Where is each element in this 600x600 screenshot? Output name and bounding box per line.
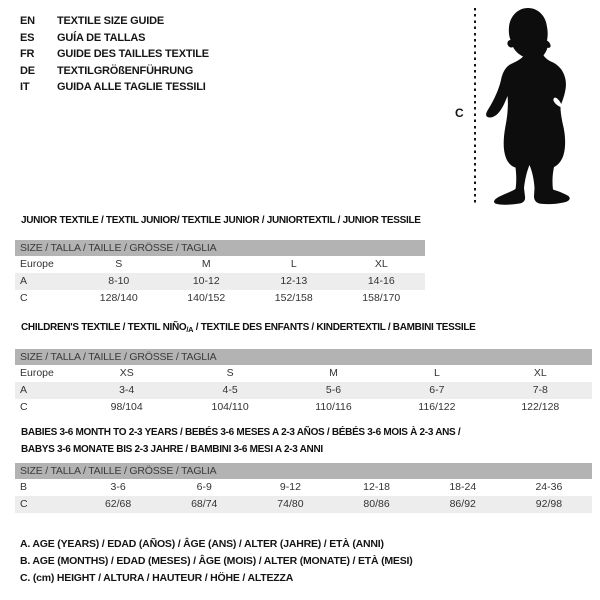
value-cell: 74/80 <box>277 498 304 510</box>
value-cell: 110/116 <box>315 401 352 413</box>
row-label: A <box>20 275 28 287</box>
language-code: IT <box>20 81 30 93</box>
junior-size-table <box>15 240 425 307</box>
row-label: A <box>20 384 28 396</box>
value-cell: 6-9 <box>196 481 212 493</box>
value-cell: 6-7 <box>429 384 445 396</box>
value-cell: 7-8 <box>532 384 548 396</box>
value-cell: 10-12 <box>192 275 220 287</box>
language-row-it <box>20 79 209 96</box>
row-label: Europe <box>20 367 54 379</box>
value-cell: 9-12 <box>279 481 301 493</box>
language-row-de <box>20 63 209 80</box>
size-cell: S <box>115 258 123 270</box>
size-cell: XL <box>374 258 388 270</box>
table-row-age-months <box>15 479 592 496</box>
guide-title: GUÍA DE TALLAS <box>57 31 146 44</box>
language-row-en <box>20 13 209 30</box>
guide-title: GUIDA ALLE TAGLIE TESSILI <box>57 81 206 93</box>
value-cell: 80/86 <box>363 498 390 510</box>
guide-title: TEXTILE SIZE GUIDE <box>57 15 165 27</box>
value-cell: 158/170 <box>362 292 401 304</box>
footnote-height-cm: C. (cm) HEIGHT / ALTURA / HAUTEUR / HÖHE / ALTEZZA <box>20 572 294 585</box>
guide-title: TEXTILGRÖßENFÜHRUNG <box>57 64 194 77</box>
language-code: ES <box>20 31 35 44</box>
value-cell: 98/104 <box>110 401 143 413</box>
size-cell: S <box>226 367 234 379</box>
title-subscript: /A <box>186 325 194 334</box>
value-cell: 62/68 <box>104 498 132 510</box>
footnote-age-months: B. AGE (MONTHS) / EDAD (MESES) / ÂGE (MOIS) / ALTER (MONATE) / ETÀ (MESI) <box>20 555 413 568</box>
size-cell: L <box>290 258 297 270</box>
table-row-age <box>15 382 592 399</box>
value-cell: 4-5 <box>222 384 238 396</box>
footnote-age-years: A. AGE (YEARS) / EDAD (AÑOS) / ÂGE (ANS) / ALTER (JAHRE) / ETÀ (ANNI) <box>20 538 384 550</box>
language-code: FR <box>20 48 35 60</box>
value-cell: 8-10 <box>108 275 130 287</box>
height-measure-dashed-line <box>474 8 476 206</box>
legend-footnotes <box>20 536 413 588</box>
table-row-height <box>15 496 592 513</box>
title-text: / TEXTILE DES ENFANTS / KINDERTEXTIL / BAMBINI TESSILE <box>193 322 476 333</box>
size-header-bar: SIZE / TALLA / TAILLE / GRÖSSE / TAGLIA <box>15 463 592 479</box>
title-text: CHILDREN'S TEXTILE / TEXTIL NIÑO <box>21 322 187 333</box>
language-code: DE <box>20 64 35 77</box>
size-header-bar: SIZE / TALLA / TAILLE / GRÖSSE / TAGLIA <box>15 349 592 365</box>
value-cell: 12-18 <box>363 481 390 493</box>
value-cell: 128/140 <box>99 292 138 304</box>
row-label: Europe <box>20 258 54 270</box>
value-cell: 68/74 <box>191 498 218 510</box>
value-cell: 116/122 <box>418 401 456 413</box>
babies-size-table <box>15 463 592 513</box>
language-title-list <box>20 13 209 96</box>
value-cell: 152/158 <box>274 292 313 304</box>
row-label: C <box>20 498 28 510</box>
table-row-age <box>15 273 425 290</box>
size-cell: XL <box>533 367 547 379</box>
table-title-junior: JUNIOR TEXTILE / TEXTIL JUNIOR/ TEXTILE JUNIOR / JUNIORTEXTIL / JUNIOR TESSILE <box>21 215 421 226</box>
table-row-height <box>15 290 425 307</box>
row-label: B <box>20 481 28 493</box>
value-cell: 24-36 <box>535 481 563 493</box>
children-size-table <box>15 349 592 416</box>
table-title-babies-line1: BABIES 3-6 MONTH TO 2-3 YEARS / BEBÉS 3-6 MESES A 2-3 AÑOS / BÉBÉS 3-6 MOIS À 2-3 ANS / <box>21 427 461 438</box>
size-cell: M <box>201 258 211 270</box>
size-header-bar: SIZE / TALLA / TAILLE / GRÖSSE / TAGLIA <box>15 240 425 256</box>
value-cell: 104/110 <box>211 401 249 413</box>
size-cell: XS <box>119 367 134 379</box>
table-title-babies-line2: BABYS 3-6 MONATE BIS 2-3 JAHRE / BAMBINI 3-6 MESI A 2-3 ANNI <box>21 444 323 455</box>
table-row-europe <box>15 256 425 273</box>
size-cell: L <box>433 367 440 379</box>
value-cell: 3-6 <box>110 481 126 493</box>
size-cell: M <box>329 367 338 379</box>
value-cell: 140/152 <box>187 292 226 304</box>
value-cell: 18-24 <box>449 481 477 493</box>
value-cell: 14-16 <box>367 275 395 287</box>
table-row-height <box>15 399 592 416</box>
value-cell: 3-4 <box>119 384 135 396</box>
height-measure-label: C <box>455 106 464 120</box>
value-cell: 92/98 <box>535 498 563 510</box>
row-label: C <box>20 292 28 304</box>
language-row-fr <box>20 46 209 63</box>
language-row-es <box>20 30 209 47</box>
value-cell: 12-13 <box>280 275 308 287</box>
value-cell: 122/128 <box>521 401 560 413</box>
baby-silhouette-icon <box>483 0 578 206</box>
value-cell: 86/92 <box>449 498 476 510</box>
table-row-europe <box>15 365 592 382</box>
language-code: EN <box>20 15 35 27</box>
value-cell: 5-6 <box>325 384 342 396</box>
row-label: C <box>20 401 28 413</box>
table-title-children <box>21 322 476 334</box>
guide-title: GUIDE DES TAILLES TEXTILE <box>57 48 209 60</box>
